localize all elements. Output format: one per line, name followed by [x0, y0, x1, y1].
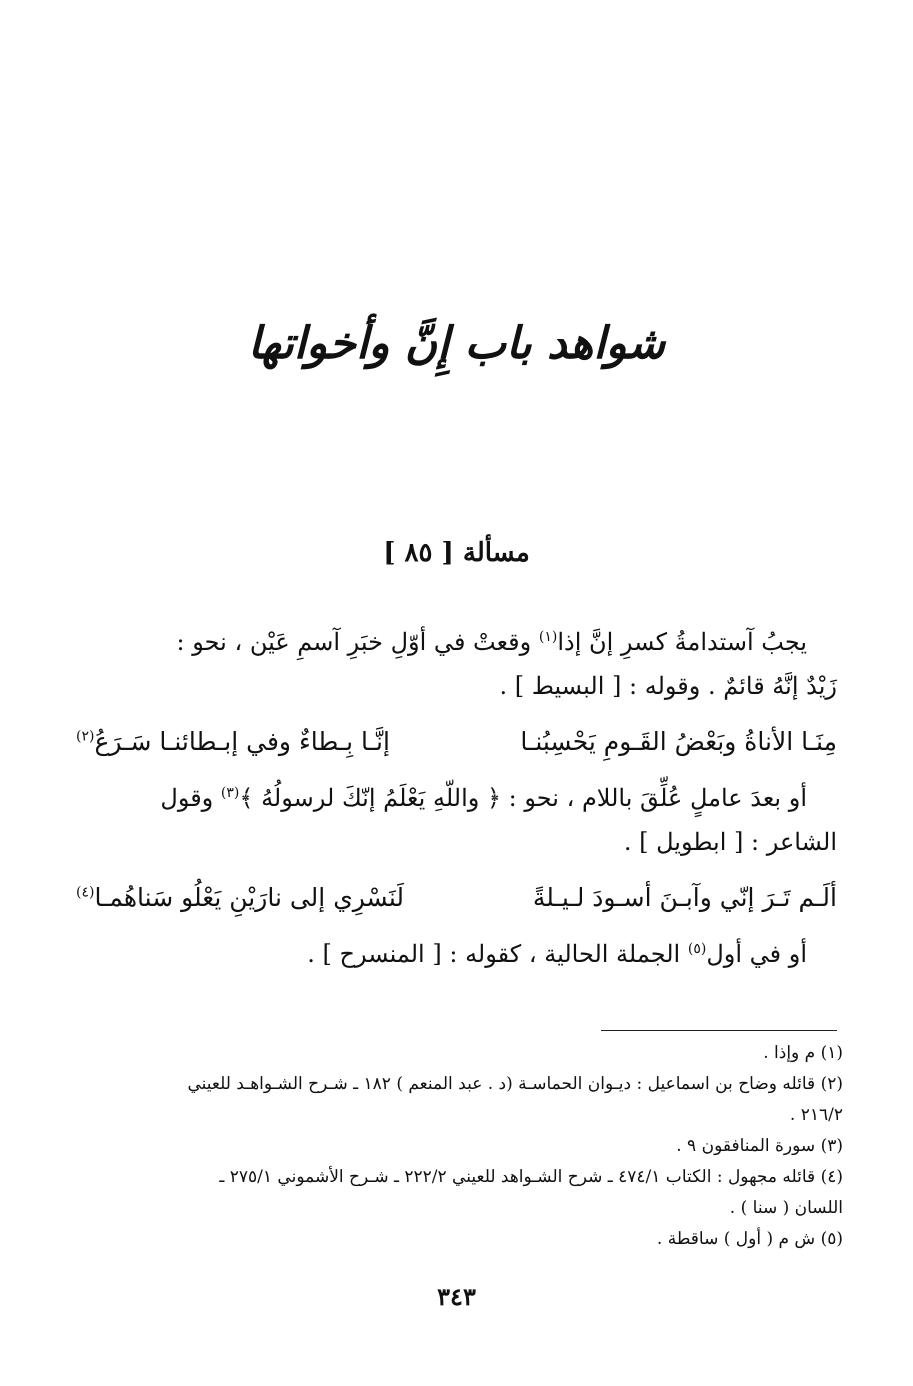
- paragraph-2: [76, 776, 837, 864]
- issue-heading: مسألة [ ٨٥ ]: [383, 538, 530, 568]
- footnote-ref: (٢): [76, 728, 95, 745]
- footnote-ref: (٥): [687, 941, 707, 957]
- footnote-4-continued: اللسان ( سنا ) .: [729, 1198, 843, 1218]
- chapter-title: شواهد باب إِنَّ وأخواتها: [247, 318, 666, 369]
- paragraph-text: يجبُ آستدامةُ كسرِ إنَّ إذا: [557, 628, 807, 656]
- paragraph-text: أو بعدَ عاملٍ عُلِّقَ باللام ، نحو : ﴿ واللّهِ يَعْلَمُ إنّكَ لرسولُهُ ﴾: [239, 784, 807, 812]
- verse-hemistich-2: إنَّـا بِـطاءٌ وفي إبـطائنـا سَـرَعُ$^{(٢)}$: [76, 727, 390, 756]
- paragraph-text: زَيْدٌ إنَّهُ قائمٌ . وقوله : [ البسيط ] .: [499, 672, 837, 700]
- paragraph-text: الشاعر : [ ابطويل ] .: [623, 828, 837, 856]
- page-number: ٣٤٣: [437, 1282, 476, 1311]
- paragraph-text: أو في أول: [706, 940, 807, 968]
- verse-hemistich-2: لَنَسْرِي إلى نارَيْنِ يَعْلُو سَناهُمـا$^{(٤)}$: [76, 883, 405, 912]
- verse-hemistich-1: مِنَـا الأناةُ وبَعْضُ القَـومِ يَحْسِبُنـا: [520, 727, 837, 756]
- main-text: [76, 620, 837, 976]
- paragraph-text: وقعتْ في أوّلِ خبَرِ آسمِ عَيْن ، نحو :: [176, 628, 539, 656]
- paragraph-3: [76, 932, 837, 976]
- paragraph-text: الجملة الحالية ، كقوله : [ المنسرح ] .: [307, 940, 688, 968]
- footnote-2: (٢) قائله وضاح بن اسماعيل : ديـوان الحماسـة (د . عبد المنعم ) ١٨٢ ـ شـرح الشـواهـد للعيني: [187, 1074, 843, 1094]
- footnotes: [70, 1038, 843, 1255]
- footnote-1: (١) م وإذا .: [763, 1043, 843, 1063]
- verse-1: [76, 720, 837, 764]
- footnote-5: (٥) ش م ( أول ) ساقطة .: [656, 1229, 843, 1249]
- footnote-ref: (١): [538, 629, 558, 645]
- footnote-2-continued: ٢١٦/٢ .: [789, 1105, 843, 1125]
- footnote-4: (٤) قائله مجهول : الكتاب ٤٧٤/١ ـ شرح الشـواهد للعيني ٢٢٢/٢ ـ شـرح الأشموني ٢٧٥/١ ـ: [219, 1167, 843, 1187]
- verse-hemistich-1: ألَـم تَـرَ إنّي وآبـنَ أسـودَ لـيـلةً: [532, 883, 837, 912]
- footnote-ref: (٣): [220, 785, 240, 801]
- footnote-ref: (٤): [76, 884, 95, 901]
- footnote-divider: [601, 1030, 837, 1031]
- footnote-3: (٣) سورة المنافقون ٩ .: [676, 1136, 843, 1156]
- paragraph-1: [76, 620, 837, 708]
- verse-2: [76, 876, 837, 920]
- paragraph-text: وقول: [160, 784, 221, 812]
